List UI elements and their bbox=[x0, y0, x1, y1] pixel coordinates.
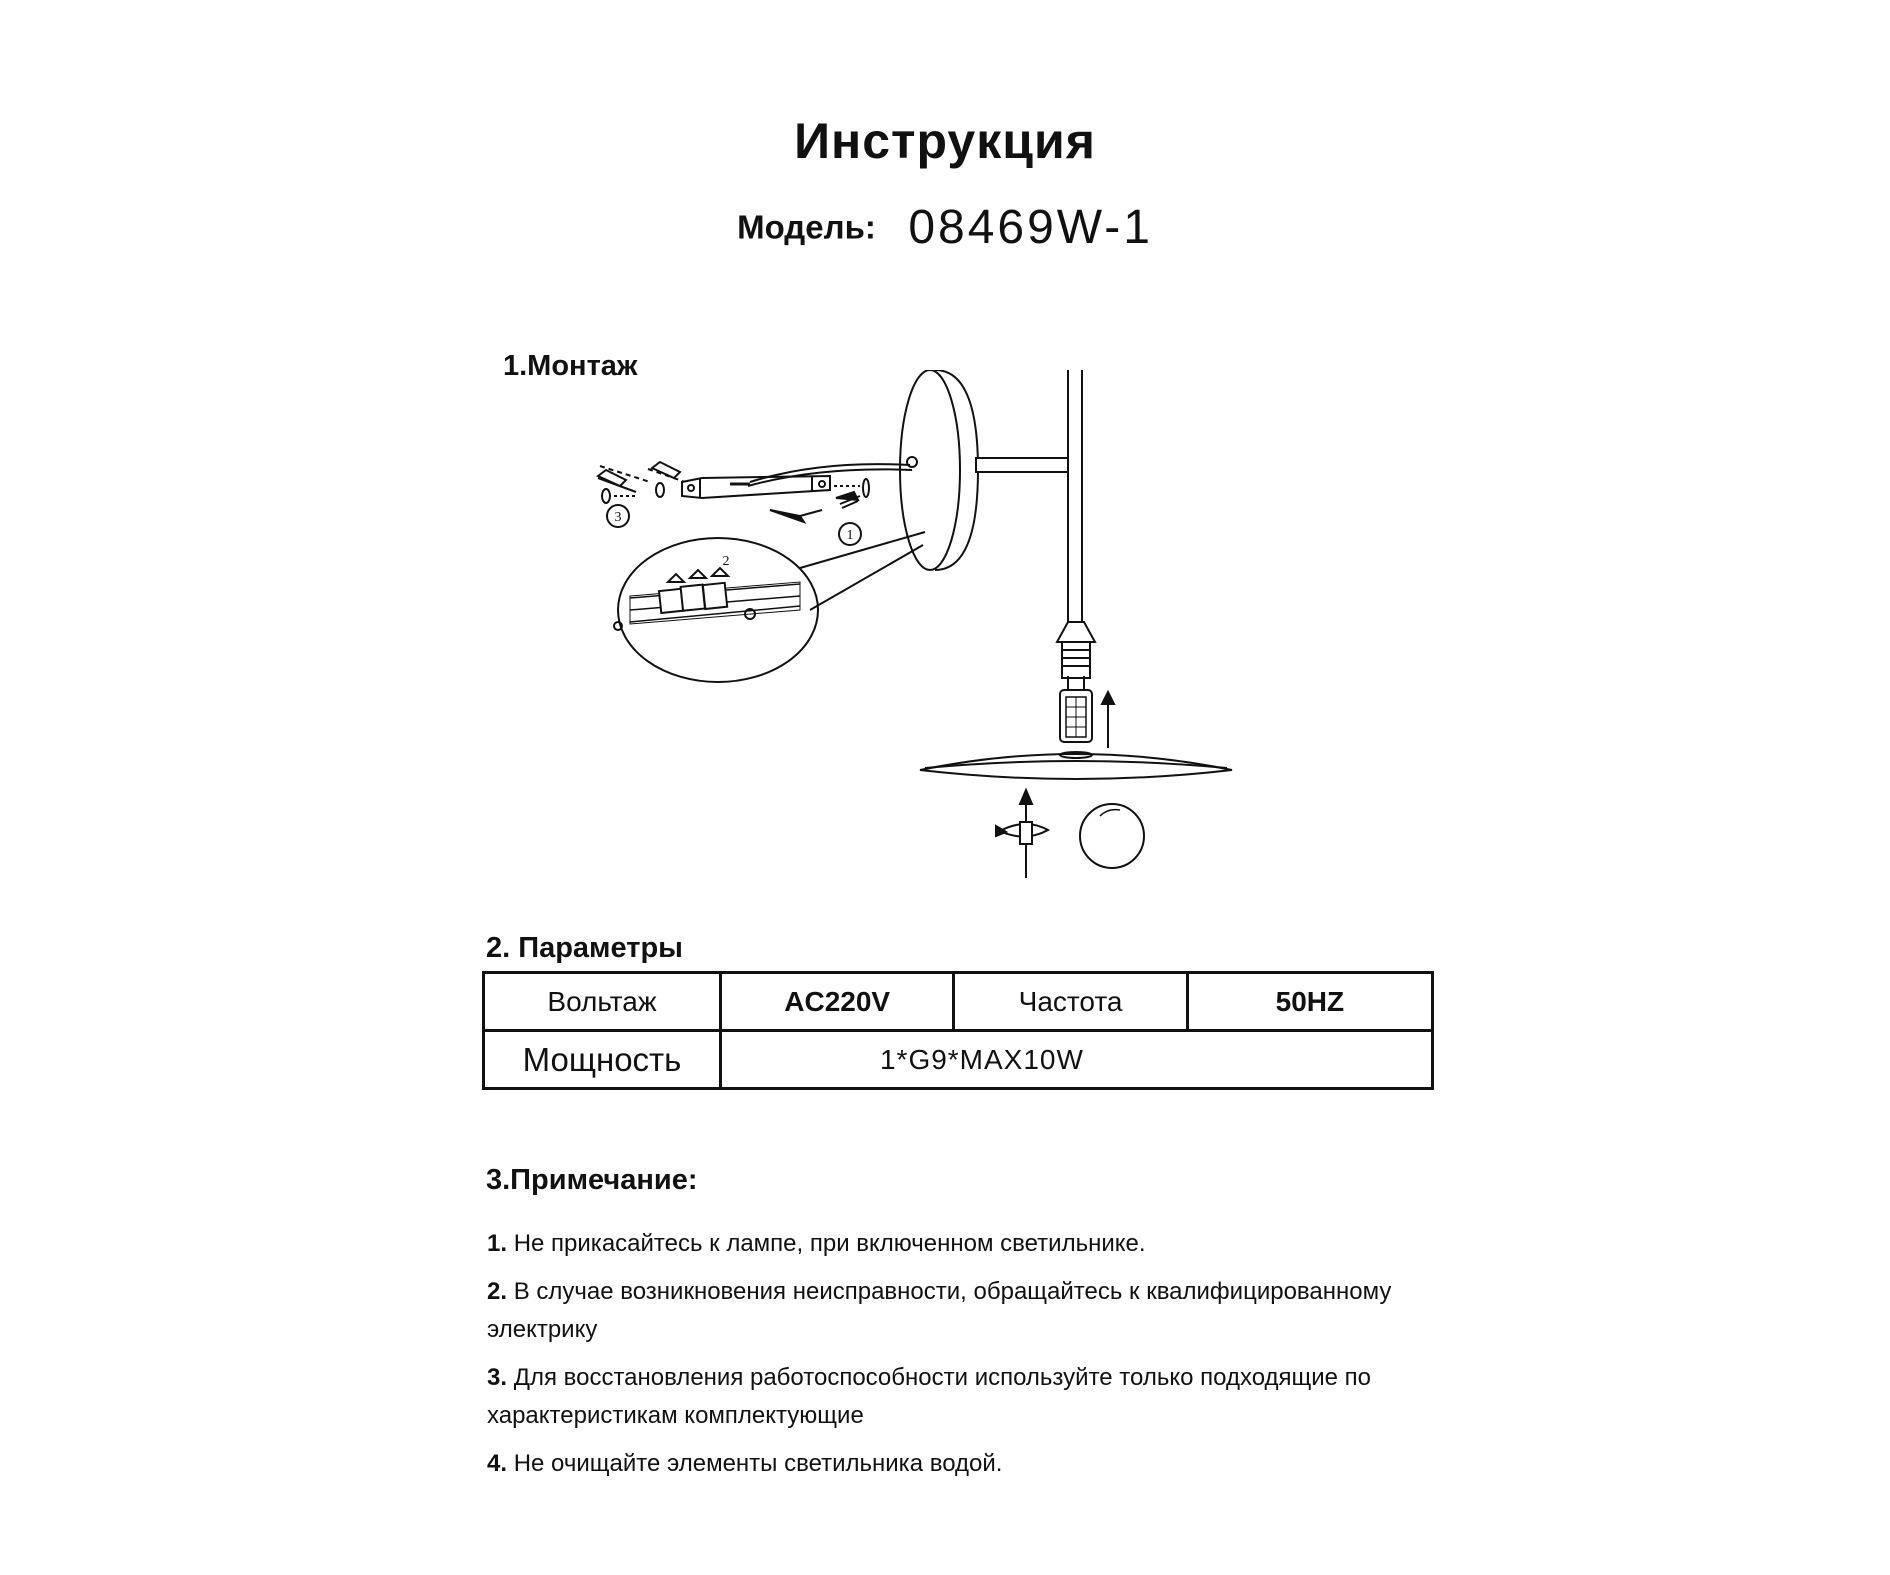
voltage-value: AC220V bbox=[720, 973, 953, 1031]
step-marker-3: 3 bbox=[614, 510, 622, 525]
list-item bbox=[487, 1445, 1487, 1483]
power-value: 1*G9*MAX10W bbox=[720, 1031, 1432, 1089]
notes-heading: 3.Примечание: bbox=[486, 1164, 698, 1196]
lamp-arm bbox=[976, 458, 1082, 472]
frequency-label: Частота bbox=[954, 973, 1187, 1031]
document-title: Инструкция bbox=[794, 113, 1096, 169]
notes-list bbox=[487, 1225, 1487, 1493]
model-label: Модель: bbox=[737, 208, 876, 246]
frequency-value: 50HZ bbox=[1187, 973, 1432, 1031]
note-number: 4. bbox=[487, 1450, 508, 1477]
note-text: Не очищайте элементы светильника водой. bbox=[513, 1450, 1003, 1477]
table-row bbox=[484, 1031, 1433, 1089]
parameters-table bbox=[482, 971, 1434, 1090]
note-number: 1. bbox=[487, 1230, 508, 1257]
note-text: Не прикасайтесь к лампе, при включенном светильнике. bbox=[513, 1230, 1146, 1257]
note-text: Для восстановления работоспособности используйте только подходящие по характеристикам комплектующие bbox=[487, 1364, 1372, 1429]
list-item bbox=[487, 1273, 1487, 1349]
power-label: Мощность bbox=[484, 1031, 721, 1089]
list-item bbox=[487, 1359, 1487, 1435]
mount-heading: 1.Монтаж bbox=[503, 350, 638, 382]
lamp-stem bbox=[1068, 370, 1082, 622]
note-text: В случае возникновения неисправности, обращайтесь к квалифицированному электрику bbox=[487, 1278, 1392, 1343]
params-heading: 2. Параметры bbox=[486, 932, 683, 964]
detail-magnifier bbox=[618, 538, 818, 682]
table-row bbox=[484, 973, 1433, 1031]
list-item bbox=[487, 1225, 1487, 1263]
note-number: 2. bbox=[487, 1278, 508, 1305]
model-line bbox=[0, 200, 1890, 255]
glass-ball bbox=[1080, 804, 1144, 868]
step-marker-1: 1 bbox=[846, 528, 854, 543]
model-value: 08469W-1 bbox=[908, 201, 1153, 254]
voltage-label: Вольтаж bbox=[484, 973, 721, 1031]
note-number: 3. bbox=[487, 1364, 508, 1391]
mounting-diagram bbox=[590, 370, 1290, 890]
step-marker-2: 2 bbox=[722, 554, 730, 569]
